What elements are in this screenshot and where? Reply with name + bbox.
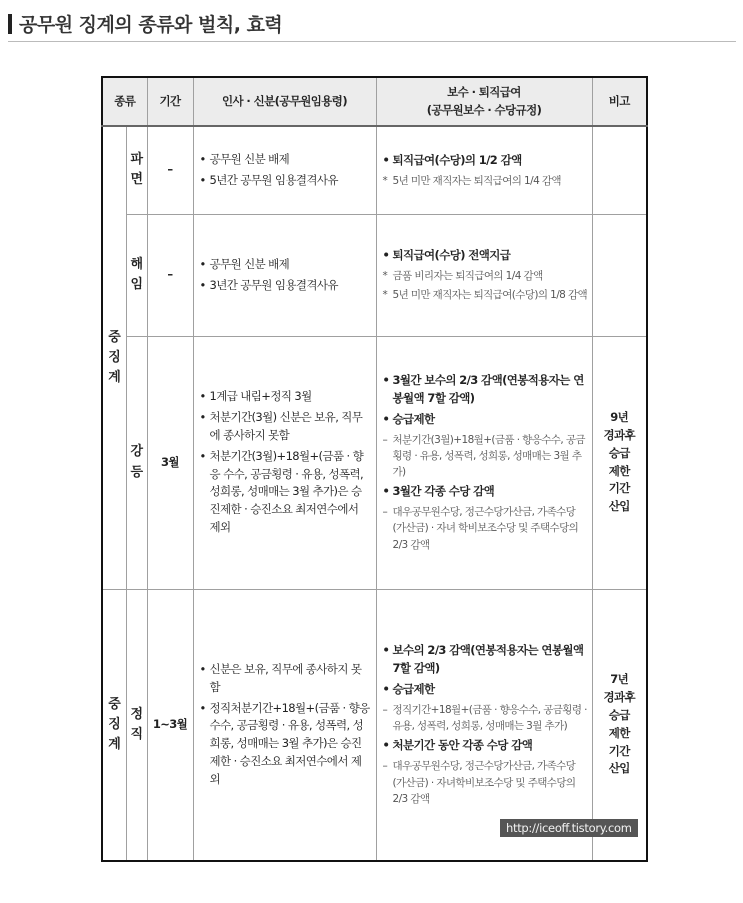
list-item: • 3월간 각종 수당 감액 [383, 483, 588, 501]
list-item: • 3월간 보수의 2/3 감액(연봉적용자는 연봉월액 7할 감액) [383, 372, 588, 408]
table-row-removal [102, 214, 647, 336]
pay-removal [376, 214, 592, 336]
personnel-dismissal [193, 126, 376, 214]
table-row-demotion [102, 336, 647, 589]
list-item: • 퇴직급여(수당)의 1/2 감액 [383, 152, 588, 170]
list-item: • 1계급 내림+정직 3월 [200, 388, 372, 406]
remarks-dismissal [592, 126, 647, 214]
list-item: • 처분기간 동안 각종 수당 감액 [383, 737, 588, 755]
page-title-text: 공무원 징계의 종류와 벌칙, 효력 [19, 14, 283, 36]
personnel-suspension [193, 589, 376, 861]
group-heavy: 중 징 계 [102, 126, 126, 589]
period-suspension: 1~3월 [147, 589, 193, 861]
period-demotion: 3월 [147, 336, 193, 589]
list-item: • 보수의 2/3 감액(연봉적용자는 연봉월액 7할 감액) [383, 642, 588, 678]
type-suspension: 정 직 [126, 589, 147, 861]
remarks-suspension: 7년 경과후 승급 제한 기간 산입 [592, 589, 647, 861]
list-item: • 공무원 신분 배제 [200, 151, 372, 169]
list-item: – 대우공무원수당, 정근수당가산금, 가족수당(가산금) · 자녀 학비보조수당 및 주택수당의 2/3 감액 [383, 504, 588, 553]
list-item: – 대우공무원수당, 정근수당가산금, 가족수당(가산금) · 자녀학비보조수당 및 주택수당의 2/3 감액 [383, 758, 588, 807]
list-item: • 퇴직급여(수당) 전액지급 [383, 247, 588, 265]
header-period: 기간 [147, 77, 193, 126]
list-item: • 신분은 보유, 직무에 종사하지 못함 [200, 661, 372, 697]
list-item: – 처분기간(3월)+18월+(금품 · 향응수수, 공금횡령 · 유용, 성폭력, 성희롱, 성매매는 3월 추가) [383, 432, 588, 481]
header-personnel: 인사 · 신분(공무원임용령) [193, 77, 376, 126]
title-bar-marker [8, 14, 12, 34]
list-item: • 승급제한 [383, 681, 588, 699]
list-item: • 처분기간(3월)+18월+(금품 · 향응 수수, 공금횡령 · 유용, 성폭력, 성희롱, 성매매는 3월 추가)은 승진제한 · 승진소요 최저연수에서 제외 [200, 448, 372, 537]
page-title [8, 10, 282, 37]
list-item: * 5년 미만 재직자는 퇴직급여의 1/4 감액 [383, 173, 588, 189]
title-divider [8, 41, 736, 42]
pay-dismissal [376, 126, 592, 214]
list-item: * 금품 비리자는 퇴직급여의 1/4 감액 [383, 268, 588, 284]
type-dismissal: 파 면 [126, 126, 147, 214]
watermark-url: http://iceoff.tistory.com [500, 819, 638, 837]
personnel-demotion [193, 336, 376, 589]
list-item: • 3년간 공무원 임용결격사유 [200, 277, 372, 295]
pay-demotion [376, 336, 592, 589]
type-removal: 해 임 [126, 214, 147, 336]
header-pay-line1: 보수 · 퇴직급여 [447, 84, 521, 99]
discipline-table [101, 76, 648, 862]
header-type: 종류 [102, 77, 147, 126]
header-pay [376, 77, 592, 126]
header-remarks: 비고 [592, 77, 647, 126]
list-item: • 승급제한 [383, 411, 588, 429]
list-item: • 공무원 신분 배제 [200, 256, 372, 274]
list-item: • 정직처분기간+18월+(금품 · 향응 수수, 공금횡령 · 유용, 성폭력, 성희롱, 성매매는 3월 추가)은 승진제한 · 승진소요 최저연수에서 제외 [200, 700, 372, 789]
personnel-removal [193, 214, 376, 336]
list-item: • 처분기간(3월) 신분은 보유, 직무에 종사하지 못함 [200, 409, 372, 445]
list-item: * 5년 미만 재직자는 퇴직급여(수당)의 1/8 감액 [383, 287, 588, 303]
period-dismissal: – [147, 126, 193, 214]
table-row-dismissal [102, 126, 647, 214]
remarks-demotion: 9년 경과후 승급 제한 기간 산입 [592, 336, 647, 589]
list-item: • 5년간 공무원 임용결격사유 [200, 172, 372, 190]
type-demotion: 강 등 [126, 336, 147, 589]
period-removal: – [147, 214, 193, 336]
remarks-removal [592, 214, 647, 336]
group-heavy-2: 중 징 계 [102, 589, 126, 861]
list-item: – 정직기간+18월+(금품 · 향응수수, 공금횡령 · 유용, 성폭력, 성희롱, 성매매는 3월 추가) [383, 702, 588, 735]
header-pay-line2: (공무원보수 · 수당규정) [426, 102, 542, 117]
header-row [102, 77, 647, 126]
